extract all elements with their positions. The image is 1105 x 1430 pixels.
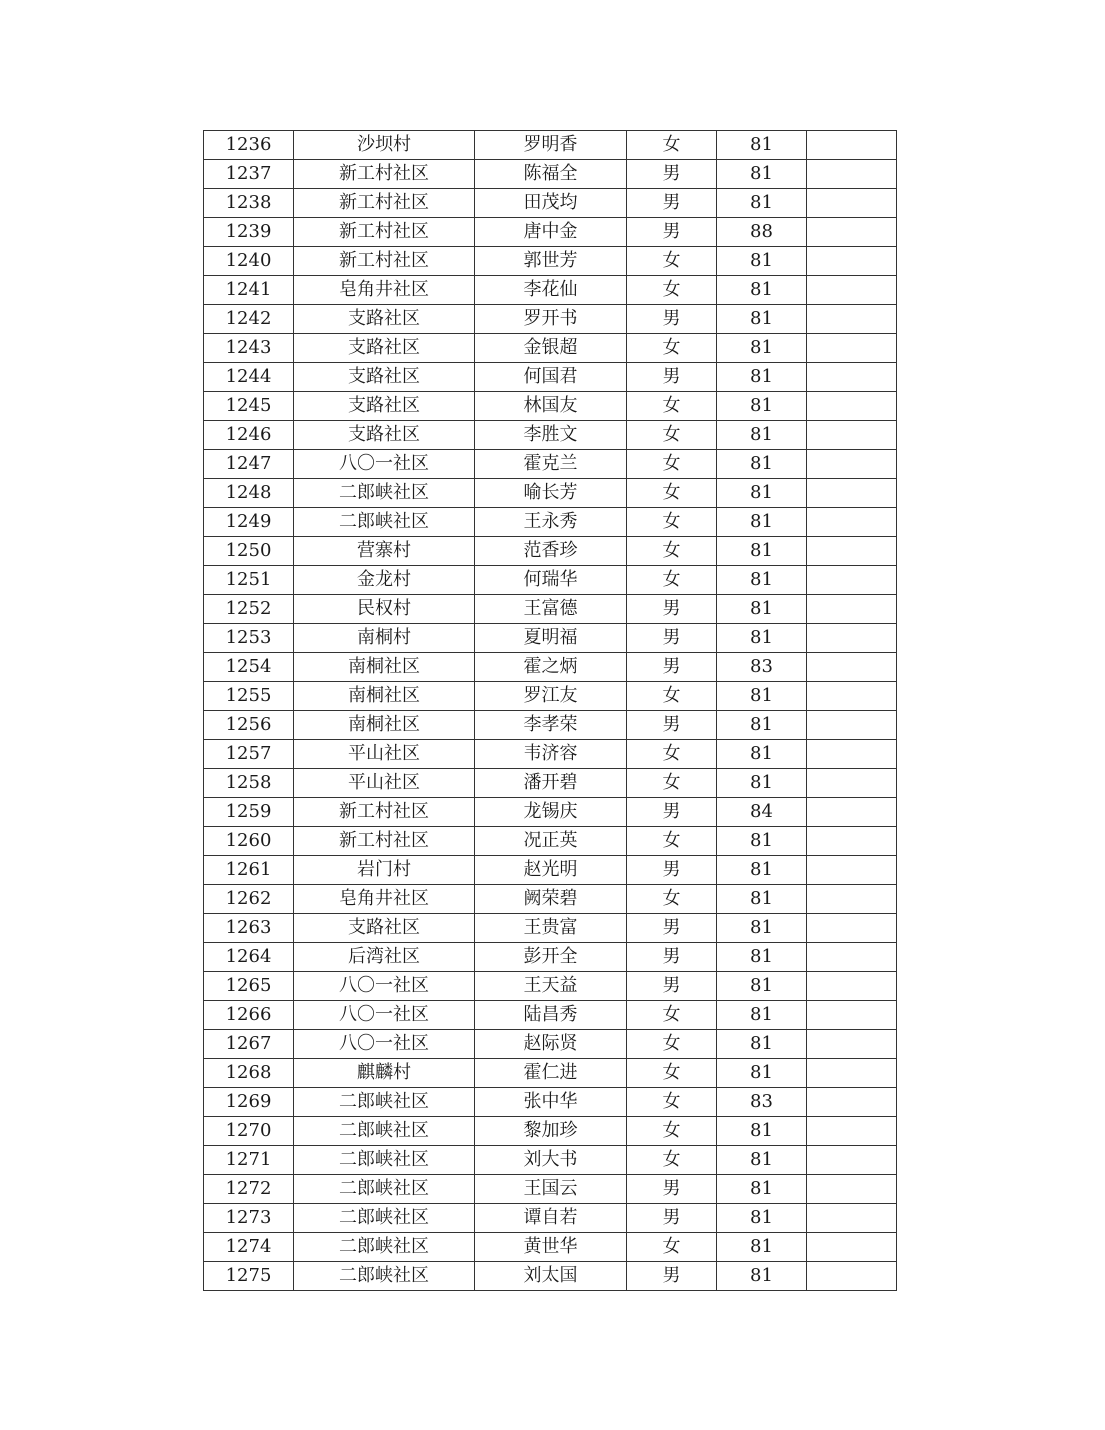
gender-cell: 女	[627, 827, 717, 856]
gender-cell: 女	[627, 247, 717, 276]
community-cell: 支路社区	[294, 392, 475, 421]
table-row	[204, 827, 897, 856]
person-name-cell: 龙锡庆	[475, 798, 627, 827]
community-cell: 支路社区	[294, 334, 475, 363]
person-name-cell: 黄世华	[475, 1233, 627, 1262]
age-cell: 81	[717, 1204, 807, 1233]
gender-cell: 女	[627, 131, 717, 160]
community-cell: 新工村社区	[294, 189, 475, 218]
person-name-cell: 范香珍	[475, 537, 627, 566]
remark-cell	[807, 624, 897, 653]
remark-cell	[807, 1262, 897, 1291]
row-number-cell: 1271	[204, 1146, 294, 1175]
person-name-cell: 罗江友	[475, 682, 627, 711]
gender-cell: 男	[627, 972, 717, 1001]
row-number-cell: 1252	[204, 595, 294, 624]
roster-table	[203, 130, 897, 1291]
community-cell: 金龙村	[294, 566, 475, 595]
row-number-cell: 1249	[204, 508, 294, 537]
remark-cell	[807, 189, 897, 218]
person-name-cell: 陆昌秀	[475, 1001, 627, 1030]
row-number-cell: 1264	[204, 943, 294, 972]
table-row	[204, 450, 897, 479]
age-cell: 83	[717, 1088, 807, 1117]
community-cell: 后湾社区	[294, 943, 475, 972]
table-row	[204, 972, 897, 1001]
gender-cell: 男	[627, 1175, 717, 1204]
person-name-cell: 王天益	[475, 972, 627, 1001]
table-row	[204, 363, 897, 392]
table-row	[204, 856, 897, 885]
age-cell: 81	[717, 1117, 807, 1146]
remark-cell	[807, 160, 897, 189]
person-name-cell: 刘太国	[475, 1262, 627, 1291]
row-number-cell: 1255	[204, 682, 294, 711]
table-row	[204, 1262, 897, 1291]
table-row	[204, 189, 897, 218]
person-name-cell: 王国云	[475, 1175, 627, 1204]
community-cell: 二郎峡社区	[294, 1204, 475, 1233]
remark-cell	[807, 740, 897, 769]
table-row	[204, 537, 897, 566]
table-row	[204, 1030, 897, 1059]
table-row	[204, 334, 897, 363]
gender-cell: 女	[627, 479, 717, 508]
gender-cell: 女	[627, 1117, 717, 1146]
gender-cell: 女	[627, 1146, 717, 1175]
age-cell: 81	[717, 682, 807, 711]
person-name-cell: 霍之炳	[475, 653, 627, 682]
community-cell: 八〇一社区	[294, 1001, 475, 1030]
community-cell: 二郎峡社区	[294, 1233, 475, 1262]
row-number-cell: 1242	[204, 305, 294, 334]
community-cell: 八〇一社区	[294, 972, 475, 1001]
row-number-cell: 1274	[204, 1233, 294, 1262]
gender-cell: 女	[627, 740, 717, 769]
remark-cell	[807, 653, 897, 682]
person-name-cell: 王永秀	[475, 508, 627, 537]
table-row	[204, 653, 897, 682]
community-cell: 二郎峡社区	[294, 1146, 475, 1175]
gender-cell: 男	[627, 856, 717, 885]
gender-cell: 男	[627, 160, 717, 189]
age-cell: 81	[717, 624, 807, 653]
row-number-cell: 1259	[204, 798, 294, 827]
row-number-cell: 1266	[204, 1001, 294, 1030]
person-name-cell: 李孝荣	[475, 711, 627, 740]
remark-cell	[807, 595, 897, 624]
row-number-cell: 1272	[204, 1175, 294, 1204]
row-number-cell: 1248	[204, 479, 294, 508]
community-cell: 平山社区	[294, 740, 475, 769]
gender-cell: 男	[627, 305, 717, 334]
age-cell: 81	[717, 363, 807, 392]
row-number-cell: 1265	[204, 972, 294, 1001]
community-cell: 平山社区	[294, 769, 475, 798]
person-name-cell: 罗明香	[475, 131, 627, 160]
table-row	[204, 682, 897, 711]
person-name-cell: 罗开书	[475, 305, 627, 334]
community-cell: 南桐社区	[294, 653, 475, 682]
person-name-cell: 阙荣碧	[475, 885, 627, 914]
gender-cell: 女	[627, 769, 717, 798]
remark-cell	[807, 247, 897, 276]
remark-cell	[807, 1175, 897, 1204]
remark-cell	[807, 769, 897, 798]
person-name-cell: 霍克兰	[475, 450, 627, 479]
table-row	[204, 508, 897, 537]
person-name-cell: 潘开碧	[475, 769, 627, 798]
community-cell: 支路社区	[294, 421, 475, 450]
row-number-cell: 1273	[204, 1204, 294, 1233]
community-cell: 新工村社区	[294, 827, 475, 856]
remark-cell	[807, 1117, 897, 1146]
row-number-cell: 1256	[204, 711, 294, 740]
gender-cell: 男	[627, 653, 717, 682]
gender-cell: 男	[627, 711, 717, 740]
age-cell: 88	[717, 218, 807, 247]
community-cell: 麒麟村	[294, 1059, 475, 1088]
age-cell: 83	[717, 653, 807, 682]
person-name-cell: 刘大书	[475, 1146, 627, 1175]
community-cell: 皂角井社区	[294, 276, 475, 305]
age-cell: 84	[717, 798, 807, 827]
person-name-cell: 霍仁进	[475, 1059, 627, 1088]
remark-cell	[807, 972, 897, 1001]
remark-cell	[807, 131, 897, 160]
age-cell: 81	[717, 711, 807, 740]
community-cell: 新工村社区	[294, 218, 475, 247]
age-cell: 81	[717, 566, 807, 595]
person-name-cell: 夏明福	[475, 624, 627, 653]
table-row	[204, 305, 897, 334]
community-cell: 八〇一社区	[294, 450, 475, 479]
person-name-cell: 唐中金	[475, 218, 627, 247]
community-cell: 新工村社区	[294, 798, 475, 827]
person-name-cell: 韦济容	[475, 740, 627, 769]
person-name-cell: 陈福全	[475, 160, 627, 189]
gender-cell: 男	[627, 218, 717, 247]
gender-cell: 男	[627, 943, 717, 972]
gender-cell: 女	[627, 566, 717, 595]
remark-cell	[807, 1088, 897, 1117]
gender-cell: 女	[627, 1088, 717, 1117]
community-cell: 民权村	[294, 595, 475, 624]
age-cell: 81	[717, 160, 807, 189]
person-name-cell: 喻长芳	[475, 479, 627, 508]
remark-cell	[807, 421, 897, 450]
table-row	[204, 276, 897, 305]
person-name-cell: 林国友	[475, 392, 627, 421]
community-cell: 南桐社区	[294, 682, 475, 711]
age-cell: 81	[717, 1001, 807, 1030]
gender-cell: 女	[627, 276, 717, 305]
remark-cell	[807, 305, 897, 334]
table-row	[204, 1175, 897, 1204]
row-number-cell: 1261	[204, 856, 294, 885]
row-number-cell: 1250	[204, 537, 294, 566]
community-cell: 八〇一社区	[294, 1030, 475, 1059]
remark-cell	[807, 392, 897, 421]
table-row	[204, 624, 897, 653]
gender-cell: 男	[627, 595, 717, 624]
person-name-cell: 何瑞华	[475, 566, 627, 595]
gender-cell: 女	[627, 508, 717, 537]
row-number-cell: 1253	[204, 624, 294, 653]
age-cell: 81	[717, 1175, 807, 1204]
remark-cell	[807, 566, 897, 595]
remark-cell	[807, 537, 897, 566]
row-number-cell: 1240	[204, 247, 294, 276]
table-row	[204, 711, 897, 740]
age-cell: 81	[717, 943, 807, 972]
table-row	[204, 218, 897, 247]
gender-cell: 女	[627, 885, 717, 914]
community-cell: 营寨村	[294, 537, 475, 566]
age-cell: 81	[717, 595, 807, 624]
community-cell: 二郎峡社区	[294, 1175, 475, 1204]
table-row	[204, 1001, 897, 1030]
gender-cell: 男	[627, 1262, 717, 1291]
person-name-cell: 况正英	[475, 827, 627, 856]
age-cell: 81	[717, 1262, 807, 1291]
age-cell: 81	[717, 189, 807, 218]
row-number-cell: 1244	[204, 363, 294, 392]
table-row	[204, 1117, 897, 1146]
row-number-cell: 1257	[204, 740, 294, 769]
row-number-cell: 1239	[204, 218, 294, 247]
table-row	[204, 885, 897, 914]
remark-cell	[807, 218, 897, 247]
community-cell: 二郎峡社区	[294, 1088, 475, 1117]
person-name-cell: 王贵富	[475, 914, 627, 943]
remark-cell	[807, 711, 897, 740]
age-cell: 81	[717, 479, 807, 508]
row-number-cell: 1260	[204, 827, 294, 856]
age-cell: 81	[717, 392, 807, 421]
gender-cell: 女	[627, 421, 717, 450]
roster-table-body	[204, 131, 897, 1291]
remark-cell	[807, 1204, 897, 1233]
table-row	[204, 1233, 897, 1262]
age-cell: 81	[717, 131, 807, 160]
remark-cell	[807, 682, 897, 711]
community-cell: 支路社区	[294, 914, 475, 943]
community-cell: 支路社区	[294, 363, 475, 392]
table-row	[204, 247, 897, 276]
age-cell: 81	[717, 740, 807, 769]
community-cell: 支路社区	[294, 305, 475, 334]
table-row	[204, 1088, 897, 1117]
remark-cell	[807, 856, 897, 885]
row-number-cell: 1269	[204, 1088, 294, 1117]
person-name-cell: 彭开全	[475, 943, 627, 972]
row-number-cell: 1251	[204, 566, 294, 595]
person-name-cell: 张中华	[475, 1088, 627, 1117]
remark-cell	[807, 334, 897, 363]
age-cell: 81	[717, 537, 807, 566]
person-name-cell: 李花仙	[475, 276, 627, 305]
person-name-cell: 田茂均	[475, 189, 627, 218]
row-number-cell: 1263	[204, 914, 294, 943]
person-name-cell: 王富德	[475, 595, 627, 624]
remark-cell	[807, 1146, 897, 1175]
table-row	[204, 479, 897, 508]
row-number-cell: 1241	[204, 276, 294, 305]
age-cell: 81	[717, 1233, 807, 1262]
remark-cell	[807, 276, 897, 305]
row-number-cell: 1237	[204, 160, 294, 189]
remark-cell	[807, 827, 897, 856]
remark-cell	[807, 1233, 897, 1262]
gender-cell: 男	[627, 189, 717, 218]
row-number-cell: 1245	[204, 392, 294, 421]
row-number-cell: 1258	[204, 769, 294, 798]
table-row	[204, 392, 897, 421]
table-row	[204, 421, 897, 450]
remark-cell	[807, 508, 897, 537]
community-cell: 岩门村	[294, 856, 475, 885]
age-cell: 81	[717, 1030, 807, 1059]
gender-cell: 女	[627, 1059, 717, 1088]
table-row	[204, 160, 897, 189]
person-name-cell: 郭世芳	[475, 247, 627, 276]
age-cell: 81	[717, 885, 807, 914]
table-row	[204, 595, 897, 624]
table-row	[204, 1204, 897, 1233]
gender-cell: 女	[627, 1233, 717, 1262]
gender-cell: 女	[627, 392, 717, 421]
person-name-cell: 李胜文	[475, 421, 627, 450]
age-cell: 81	[717, 856, 807, 885]
age-cell: 81	[717, 769, 807, 798]
gender-cell: 男	[627, 363, 717, 392]
age-cell: 81	[717, 247, 807, 276]
row-number-cell: 1262	[204, 885, 294, 914]
gender-cell: 男	[627, 798, 717, 827]
community-cell: 新工村社区	[294, 247, 475, 276]
community-cell: 二郎峡社区	[294, 1117, 475, 1146]
table-row	[204, 769, 897, 798]
community-cell: 二郎峡社区	[294, 508, 475, 537]
row-number-cell: 1270	[204, 1117, 294, 1146]
row-number-cell: 1247	[204, 450, 294, 479]
row-number-cell: 1275	[204, 1262, 294, 1291]
remark-cell	[807, 885, 897, 914]
row-number-cell: 1236	[204, 131, 294, 160]
row-number-cell: 1246	[204, 421, 294, 450]
table-row	[204, 131, 897, 160]
community-cell: 南桐村	[294, 624, 475, 653]
gender-cell: 男	[627, 624, 717, 653]
person-name-cell: 何国君	[475, 363, 627, 392]
remark-cell	[807, 450, 897, 479]
age-cell: 81	[717, 305, 807, 334]
person-name-cell: 赵光明	[475, 856, 627, 885]
age-cell: 81	[717, 827, 807, 856]
remark-cell	[807, 943, 897, 972]
gender-cell: 男	[627, 914, 717, 943]
community-cell: 南桐社区	[294, 711, 475, 740]
community-cell: 沙坝村	[294, 131, 475, 160]
age-cell: 81	[717, 1059, 807, 1088]
table-row	[204, 1059, 897, 1088]
row-number-cell: 1267	[204, 1030, 294, 1059]
person-name-cell: 黎加珍	[475, 1117, 627, 1146]
row-number-cell: 1243	[204, 334, 294, 363]
community-cell: 二郎峡社区	[294, 1262, 475, 1291]
person-name-cell: 谭自若	[475, 1204, 627, 1233]
table-row	[204, 798, 897, 827]
table-row	[204, 943, 897, 972]
table-row	[204, 566, 897, 595]
age-cell: 81	[717, 421, 807, 450]
remark-cell	[807, 914, 897, 943]
gender-cell: 女	[627, 1001, 717, 1030]
gender-cell: 女	[627, 537, 717, 566]
remark-cell	[807, 363, 897, 392]
community-cell: 新工村社区	[294, 160, 475, 189]
age-cell: 81	[717, 450, 807, 479]
table-row	[204, 914, 897, 943]
age-cell: 81	[717, 276, 807, 305]
remark-cell	[807, 479, 897, 508]
gender-cell: 女	[627, 450, 717, 479]
remark-cell	[807, 798, 897, 827]
age-cell: 81	[717, 334, 807, 363]
row-number-cell: 1268	[204, 1059, 294, 1088]
gender-cell: 男	[627, 1204, 717, 1233]
table-row	[204, 1146, 897, 1175]
age-cell: 81	[717, 508, 807, 537]
row-number-cell: 1238	[204, 189, 294, 218]
remark-cell	[807, 1059, 897, 1088]
table-row	[204, 740, 897, 769]
person-name-cell: 金银超	[475, 334, 627, 363]
person-name-cell: 赵际贤	[475, 1030, 627, 1059]
row-number-cell: 1254	[204, 653, 294, 682]
community-cell: 皂角井社区	[294, 885, 475, 914]
age-cell: 81	[717, 972, 807, 1001]
gender-cell: 女	[627, 682, 717, 711]
remark-cell	[807, 1001, 897, 1030]
age-cell: 81	[717, 1146, 807, 1175]
age-cell: 81	[717, 914, 807, 943]
gender-cell: 女	[627, 1030, 717, 1059]
gender-cell: 女	[627, 334, 717, 363]
remark-cell	[807, 1030, 897, 1059]
community-cell: 二郎峡社区	[294, 479, 475, 508]
